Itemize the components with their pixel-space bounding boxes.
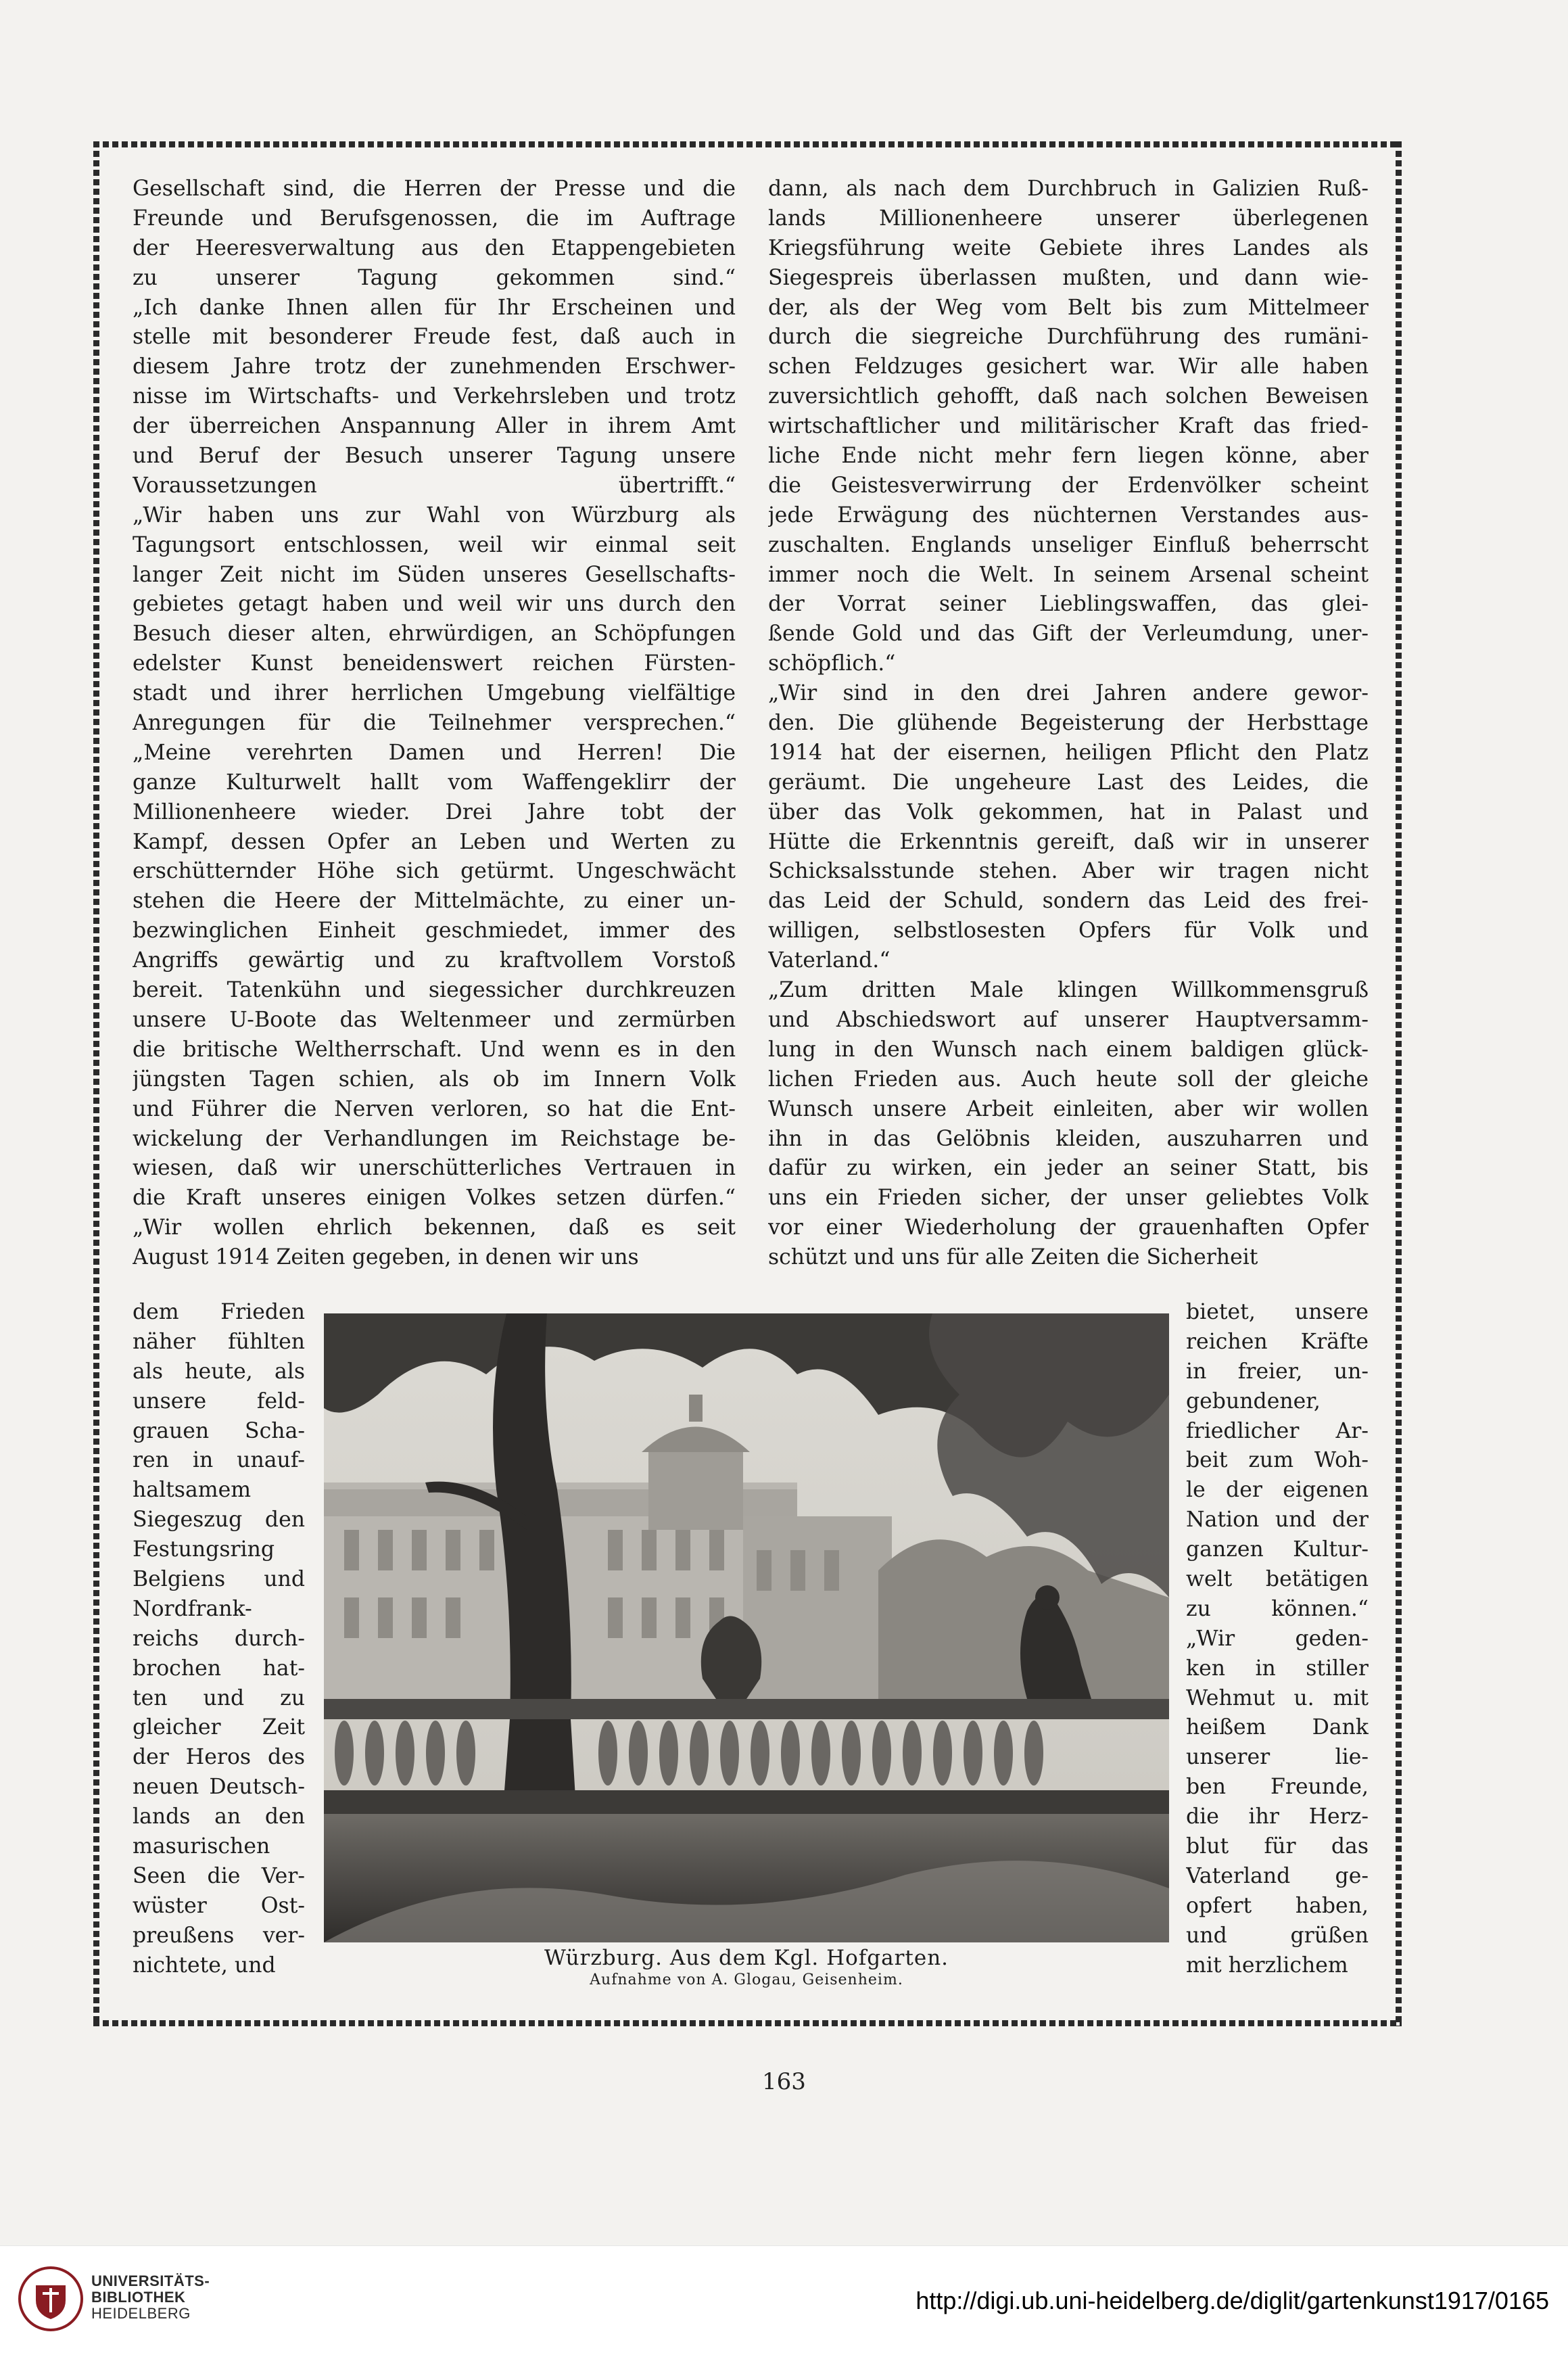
text-line: unserer lie-	[1186, 1745, 1369, 1770]
text-line: Belgiens und	[133, 1567, 305, 1592]
text-line: Siegespreis überlassen mußten, und dann wie-	[768, 265, 1369, 290]
decorative-border-left	[93, 141, 99, 2026]
decorative-border-top	[93, 141, 1402, 147]
text-line: blut für das	[1186, 1834, 1369, 1859]
text-line: dann, als nach dem Durchbruch in Galizien Ruß-	[768, 177, 1369, 201]
text-line: „Wir haben uns zur Wahl von Würzburg als	[133, 503, 736, 528]
text-line: Vaterland.“	[768, 948, 890, 973]
text-line: schöpflich.“	[768, 651, 896, 676]
text-line: reichen Kräfte	[1186, 1329, 1369, 1354]
text-line: unsere feld-	[133, 1388, 305, 1414]
text-line: die britische Weltherrschaft. Und wenn es in den	[133, 1037, 736, 1062]
text-line: ten und zu	[133, 1685, 305, 1710]
text-line: immer noch die Welt. In seinem Arsenal scheint	[768, 562, 1369, 587]
hofgarten-photograph	[324, 1313, 1169, 1942]
text-line: lands an den	[133, 1804, 305, 1829]
text-line: erschütternder Höhe sich getürmt. Ungeschwächt	[133, 859, 736, 884]
text-line: gebundener,	[1186, 1388, 1321, 1414]
text-line: bezwinglichen Einheit geschmiedet, immer des	[133, 918, 736, 943]
text-line: August 1914 Zeiten gegeben, in denen wir uns	[133, 1245, 639, 1270]
text-line: ben Freunde,	[1186, 1775, 1369, 1800]
text-line: „Wir geden-	[1186, 1626, 1369, 1651]
text-line: bietet, unsere	[1186, 1300, 1369, 1324]
text-line: 1914 hat der eisernen, heiligen Pflicht den Platz	[768, 740, 1369, 765]
text-line: preußens ver-	[133, 1923, 305, 1948]
text-line: nisse im Wirtschafts- und Verkehrsleben und trotz	[133, 384, 736, 409]
text-line: und Beruf der Besuch unserer Tagung unsere	[133, 444, 736, 469]
text-line: der überreichen Anspannung Aller in ihrem Amt	[133, 414, 736, 439]
decorative-border-right	[1396, 141, 1402, 2026]
text-line: masurischen	[133, 1834, 270, 1859]
text-line: Kriegsführung weite Gebiete ihres Landes als	[768, 235, 1369, 260]
text-line: Tagungsort entschlossen, weil wir einmal seit	[133, 532, 736, 557]
page-number: 163	[762, 2068, 806, 2095]
source-url-link[interactable]: http://digi.ub.uni-heidelberg.de/diglit/gartenkunst1917/0165	[916, 2287, 1549, 2314]
library-name-line2: BIBLIOTHEK	[91, 2289, 186, 2306]
text-line: als heute, als	[133, 1359, 305, 1384]
text-line: Hütte die Erkenntnis gereift, daß wir in unserer	[768, 829, 1369, 854]
text-line: geräumt. Die ungeheure Last des Leides, die	[768, 770, 1369, 795]
text-line: liche Ende nicht mehr fern liegen könne, aber	[768, 444, 1369, 469]
text-line: Anregungen für die Teilnehmer versprechen.“	[133, 711, 736, 736]
figure-caption-block	[324, 1946, 1169, 1990]
text-line: und Führer die Nerven verloren, so hat die Ent-	[133, 1096, 736, 1121]
text-line: mit herzlichem	[1186, 1953, 1348, 1978]
text-line: schützt und uns für alle Zeiten die Sicherheit	[768, 1245, 1258, 1270]
text-line: Siegeszug den	[133, 1508, 305, 1533]
text-line: den. Die glühende Begeisterung der Herbsttage	[768, 711, 1369, 736]
text-line: vor einer Wiederholung der grauenhaften Opfer	[768, 1215, 1369, 1240]
text-line: der Heeresverwaltung aus den Etappengebieten	[133, 235, 736, 260]
text-line: zu unserer Tagung gekommen sind.“	[133, 265, 736, 290]
right-text-column	[768, 174, 1369, 1273]
text-line: die Kraft unseres einigen Volkes setzen dürfen.“	[133, 1186, 736, 1211]
text-line: Seen die Ver-	[133, 1863, 305, 1888]
text-line: welt betätigen	[1186, 1567, 1369, 1592]
text-line: und grüßen	[1186, 1923, 1369, 1948]
text-line: uns ein Frieden sicher, der unser geliebtes Volk	[768, 1186, 1369, 1211]
text-line: grauen Scha-	[133, 1418, 305, 1443]
text-line: „Zum dritten Male klingen Willkommensgruß	[768, 978, 1369, 1003]
left-text-column	[133, 174, 736, 1273]
text-line: Wehmut u. mit	[1186, 1685, 1369, 1710]
text-line: Besuch dieser alten, ehrwürdigen, an Schöpfungen	[133, 622, 736, 647]
text-line: Angriffs gewärtig und zu kraftvollem Vorstoß	[133, 948, 736, 973]
text-line: haltsamem	[133, 1478, 252, 1503]
text-line: über das Volk gekommen, hat in Palast und	[768, 799, 1369, 824]
text-line: wirtschaftlicher und militärischer Kraft das fried-	[768, 414, 1369, 439]
text-line: gebietes getagt haben und weil wir uns durch den	[133, 592, 736, 617]
left-wrap-text	[133, 1298, 305, 1980]
text-line: dafür zu wirken, ein jeder an seiner Statt, bis	[768, 1156, 1369, 1181]
text-line: das Leid der Schuld, sondern das Leid des frei-	[768, 889, 1369, 914]
text-line: beit zum Woh-	[1186, 1448, 1369, 1473]
text-line: Vaterland ge-	[1186, 1863, 1369, 1888]
text-line: näher fühlten	[133, 1329, 305, 1354]
text-line: wiesen, daß wir unerschütterliches Vertrauen in	[133, 1156, 736, 1181]
text-line: Gesellschaft sind, die Herren der Presse und die	[133, 177, 736, 201]
text-line: nichtete, und	[133, 1953, 276, 1978]
text-line: ren in unauf-	[133, 1448, 305, 1473]
text-line: und Abschiedswort auf unserer Hauptversamm-	[768, 1007, 1369, 1032]
text-line: langer Zeit nicht im Süden unseres Gesellschafts-	[133, 562, 736, 587]
text-line: der, als der Weg vom Belt bis zum Mittelmeer	[768, 295, 1369, 320]
text-line: Freunde und Berufsgenossen, die im Auftrage	[133, 206, 736, 231]
text-line: jede Erwägung des nüchternen Verstandes aus-	[768, 503, 1369, 528]
text-line: Nation und der	[1186, 1508, 1369, 1533]
text-line: die Geistesverwirrung der Erdenvölker scheint	[768, 473, 1369, 498]
text-line: in freier, un-	[1186, 1359, 1369, 1384]
text-line: Kampf, dessen Opfer an Leben und Werten zu	[133, 829, 736, 854]
text-line: schen Feldzuges gesichert war. Wir alle haben	[768, 354, 1369, 379]
text-line: stadt und ihrer herrlichen Umgebung vielfältige	[133, 681, 736, 706]
text-line: Millionenheere wieder. Drei Jahre tobt der	[133, 799, 736, 824]
text-line: durch die siegreiche Durchführung des rumäni-	[768, 325, 1369, 350]
text-line: Nordfrank-	[133, 1596, 252, 1621]
text-line: lichen Frieden aus. Auch heute soll der gleiche	[768, 1067, 1369, 1092]
text-line: bereit. Tatenkühn und siegessicher durchkreuzen	[133, 978, 736, 1003]
text-line: „Wir sind in den drei Jahren andere gewor-	[768, 681, 1369, 706]
text-line: friedlicher Ar-	[1186, 1418, 1369, 1443]
text-line: der Vorrat seiner Lieblingswaffen, das glei-	[768, 592, 1369, 617]
figure-caption: Würzburg. Aus dem Kgl. Hofgarten.	[544, 1946, 949, 1970]
text-line: zuversichtlich gehofft, daß nach solchen Beweisen	[768, 384, 1369, 409]
library-logo-text	[91, 2273, 210, 2322]
text-line: die ihr Herz-	[1186, 1804, 1369, 1829]
text-line: le der eigenen	[1186, 1478, 1369, 1503]
university-seal-icon	[17, 2265, 85, 2333]
text-line: stelle mit besonderer Freude fest, daß auch in	[133, 325, 736, 350]
text-line: diesem Jahre trotz der zunehmenden Erschwer-	[133, 354, 736, 379]
decorative-border-bottom	[93, 2020, 1402, 2026]
text-line: „Wir wollen ehrlich bekennen, daß es seit	[133, 1215, 736, 1240]
text-line: stehen die Heere der Mittelmächte, zu einer un-	[133, 889, 736, 914]
text-line: dem Frieden	[133, 1300, 305, 1324]
library-name-line3: HEIDELBERG	[91, 2305, 191, 2322]
text-line: heißem Dank	[1186, 1715, 1369, 1740]
text-line: Voraussetzungen übertrifft.“	[133, 473, 736, 498]
text-line: zu können.“	[1186, 1596, 1369, 1621]
text-line: ßende Gold und das Gift der Verleumdung, uner-	[768, 622, 1369, 647]
text-line: „Ich danke Ihnen allen für Ihr Erscheinen und	[133, 295, 736, 320]
digitization-footer	[0, 2245, 1568, 2357]
text-line: lands Millionenheere unserer überlegenen	[768, 206, 1369, 231]
text-line: ganzen Kultur-	[1186, 1537, 1369, 1562]
text-line: lung in den Wunsch nach einem baldigen glück-	[768, 1037, 1369, 1062]
text-line: gleicher Zeit	[133, 1715, 305, 1740]
text-line: jüngsten Tagen schien, als ob im Innern Volk	[133, 1067, 736, 1092]
text-line: opfert haben,	[1186, 1893, 1369, 1918]
text-line: willigen, selbstlosesten Opfers für Volk und	[768, 918, 1369, 943]
text-line: zuschalten. Englands unseliger Einfluß beherrscht	[768, 532, 1369, 557]
library-name-line1: UNIVERSITÄTS-	[91, 2272, 210, 2289]
text-line: brochen hat-	[133, 1656, 305, 1681]
text-line: ganze Kulturwelt hallt vom Waffengeklirr der	[133, 770, 736, 795]
text-line: Festungsring	[133, 1537, 275, 1562]
right-wrap-text	[1186, 1298, 1369, 1980]
text-line: „Meine verehrten Damen und Herren! Die	[133, 740, 736, 765]
text-line: Schicksalsstunde stehen. Aber wir tragen nicht	[768, 859, 1369, 884]
text-line: wickelung der Verhandlungen im Reichstage be-	[133, 1126, 736, 1151]
text-line: Wunsch unsere Arbeit einleiten, aber wir wollen	[768, 1096, 1369, 1121]
text-line: unsere U-Boote das Weltenmeer und zermürben	[133, 1007, 736, 1032]
photo-credit: Aufnahme von A. Glogau, Geisenheim.	[590, 1971, 903, 1988]
text-line: ken in stiller	[1186, 1656, 1369, 1681]
text-line: neuen Deutsch-	[133, 1775, 305, 1800]
text-line: der Heros des	[133, 1745, 305, 1770]
text-line: wüster Ost-	[133, 1893, 305, 1918]
text-line: ihn in das Gelöbnis kleiden, auszuharren und	[768, 1126, 1369, 1151]
text-line: edelster Kunst beneidenswert reichen Fürsten-	[133, 651, 736, 676]
text-line: reichs durch-	[133, 1626, 305, 1651]
